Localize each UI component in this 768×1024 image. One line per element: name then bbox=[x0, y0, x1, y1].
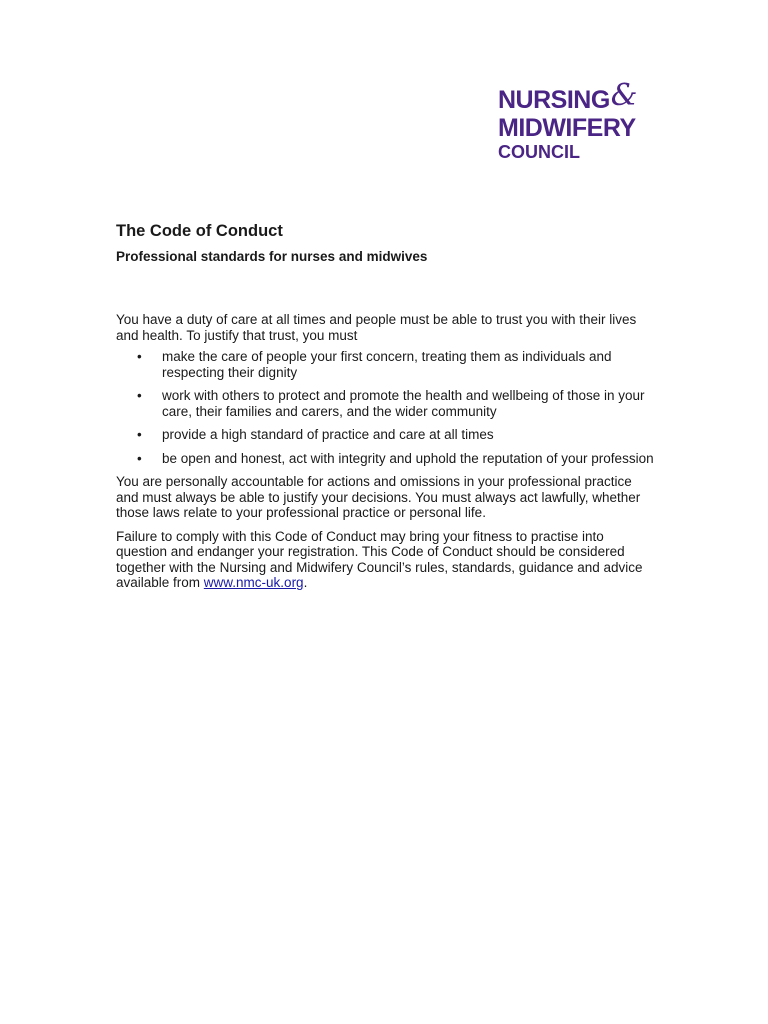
nmc-logo bbox=[498, 78, 656, 163]
logo-line-midwifery: MIDWIFERY bbox=[498, 114, 636, 142]
accountability-paragraph: You are personally accountable for actions and omissions in your professional practice and must always be able to justify your decisions. You must always act lawfully, whether those laws relate to your professional practice or personal life. bbox=[116, 473, 641, 521]
compliance-text-end: . bbox=[303, 575, 308, 591]
document-content bbox=[116, 220, 656, 599]
list-item-text: be open and honest, act with integrity and uphold the reputation of your profession bbox=[162, 450, 654, 466]
logo-ampersand: & bbox=[610, 78, 638, 113]
compliance-text: Failure to comply with this Code of Conduct may bring your fitness to practise into question and endanger your registration. This Code of Conduct should be considered together with the Nursing and Midwifery Council’s rules, standards, guidance and advice available from bbox=[116, 528, 643, 591]
list-item bbox=[116, 427, 656, 443]
bullet-icon: • bbox=[137, 388, 142, 404]
bullet-icon: • bbox=[137, 349, 142, 365]
nmc-website-link[interactable]: www.nmc-uk.org bbox=[203, 575, 304, 591]
logo-line-council: COUNCIL bbox=[498, 142, 580, 162]
duty-list bbox=[116, 349, 656, 466]
list-item-text: provide a high standard of practice and care at all times bbox=[162, 427, 494, 443]
list-item bbox=[116, 349, 656, 380]
logo-word-nursing: NURSING bbox=[498, 86, 610, 114]
intro-paragraph: You have a duty of care at all times and people must be able to trust you with their lives and health. To justify that trust, you must bbox=[116, 312, 637, 343]
list-item-text: work with others to protect and promote the health and wellbeing of those in your care, their families and carers, and the wider community bbox=[162, 388, 645, 419]
bullet-icon: • bbox=[137, 450, 142, 466]
bullet-icon: • bbox=[137, 427, 142, 443]
logo-line-nursing bbox=[498, 78, 656, 115]
list-item-text: make the care of people your first concern, treating them as individuals and respecting their dignity bbox=[162, 349, 612, 380]
document-subtitle: Professional standards for nurses and midwives bbox=[116, 249, 428, 264]
list-item bbox=[116, 451, 656, 467]
compliance-paragraph bbox=[116, 529, 656, 591]
document-title: The Code of Conduct bbox=[116, 222, 283, 240]
list-item bbox=[116, 388, 656, 419]
